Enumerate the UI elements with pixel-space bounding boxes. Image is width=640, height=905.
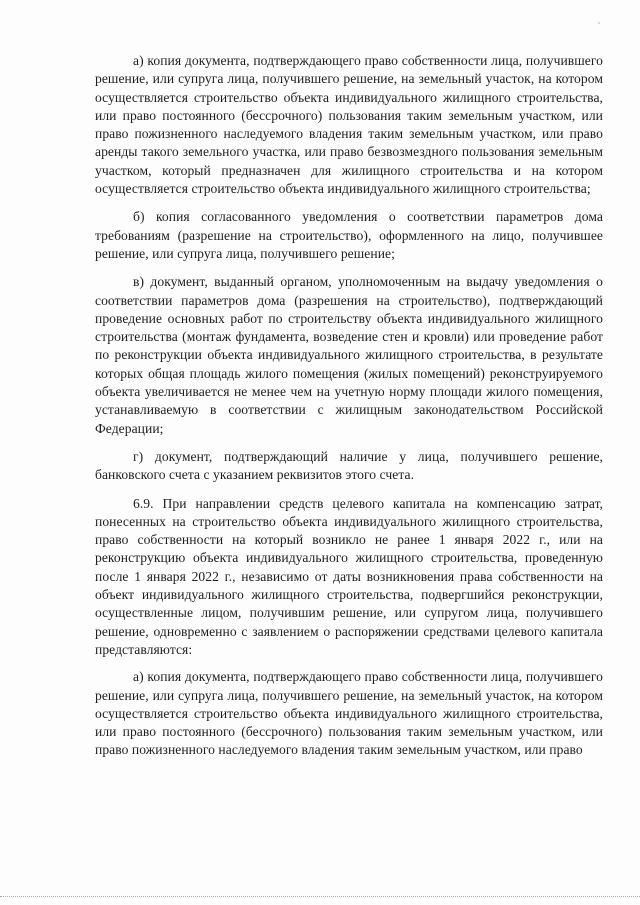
paragraph-a-ownership: а) копия документа, подтверждающего право собственности лица, получившего решение, или супруга лица, получившего решение, на земельный участок, на котором осуществляется строительство объекта индивидуального жилищного строительства, или право постоянного (бессрочного) пользования таким земельным участком, или право пожизненного наследуемого владения таким земельным участком, или право аренды такого земельного участка, или право безвозмездного пользования земельным участком, который предназначен для жилищного строительства и на котором осуществляется строительство объекта индивидуального жилищного строительства; — [95, 53, 603, 197]
paragraph-g-bank-account: г) документ, подтверждающий наличие у лица, получившего решение, банковского счета с указанием реквизитов этого счета. — [95, 448, 603, 483]
paragraph-a-ownership-repeat: а) копия документа, подтверждающего право собственности лица, получившего решение, или супруга лица, получившего решение, на земельный участок, на котором осуществляется строительство объекта индивидуального жилищного строительства, или право постоянного (бессрочного) пользования таким земельным участком, или право пожизненного наследуемого владения таким земельным участком, или право — [95, 669, 603, 758]
paragraph-b-notice-copy: б) копия согласованного уведомления о соответствии параметров дома требованиям (разрешение на строительство), оформленного на лицо, получившее решение, или супруга лица, получившего решение; — [95, 209, 603, 261]
scan-speck — [598, 22, 600, 24]
page-bottom-edge — [0, 896, 640, 897]
paragraph-v-works-document: в) документ, выданный органом, уполномоченным на выдачу уведомления о соответствии параметров дома (разрешения на строительство), подтверждающий проведение основных работ по строительству объекта индивидуального жилищного строительства (монтаж фундамента, возведение стен и кровли) или проведение работ по реконструкции объекта индивидуального жилищного строительства, в результате которых общая площадь жилого помещения (жилых помещений) реконструируемого объекта увеличивается не менее чем на учетную норму площади жилого помещения, устанавливаемую в соответствии с жилищным законодательством Российской Федерации; — [95, 274, 603, 436]
paragraph-6-9: 6.9. При направлении средств целевого капитала на компенсацию затрат, понесенных на строительство объекта индивидуального жилищного строительства, право собственности на который возникло не ранее 1 января 2022 г., или на реконструкцию объекта индивидуального жилищного строительства, проведенную после 1 января 2022 г., независимо от даты возникновения права собственности на объект индивидуального жилищного строительства, подвергшийся реконструкции, осуществленные лицом, получившим решение, или супругом лица, получившего решение, одновременно с заявлением о распоряжении средствами целевого капитала представляются: — [95, 495, 603, 657]
document-body — [95, 52, 603, 770]
